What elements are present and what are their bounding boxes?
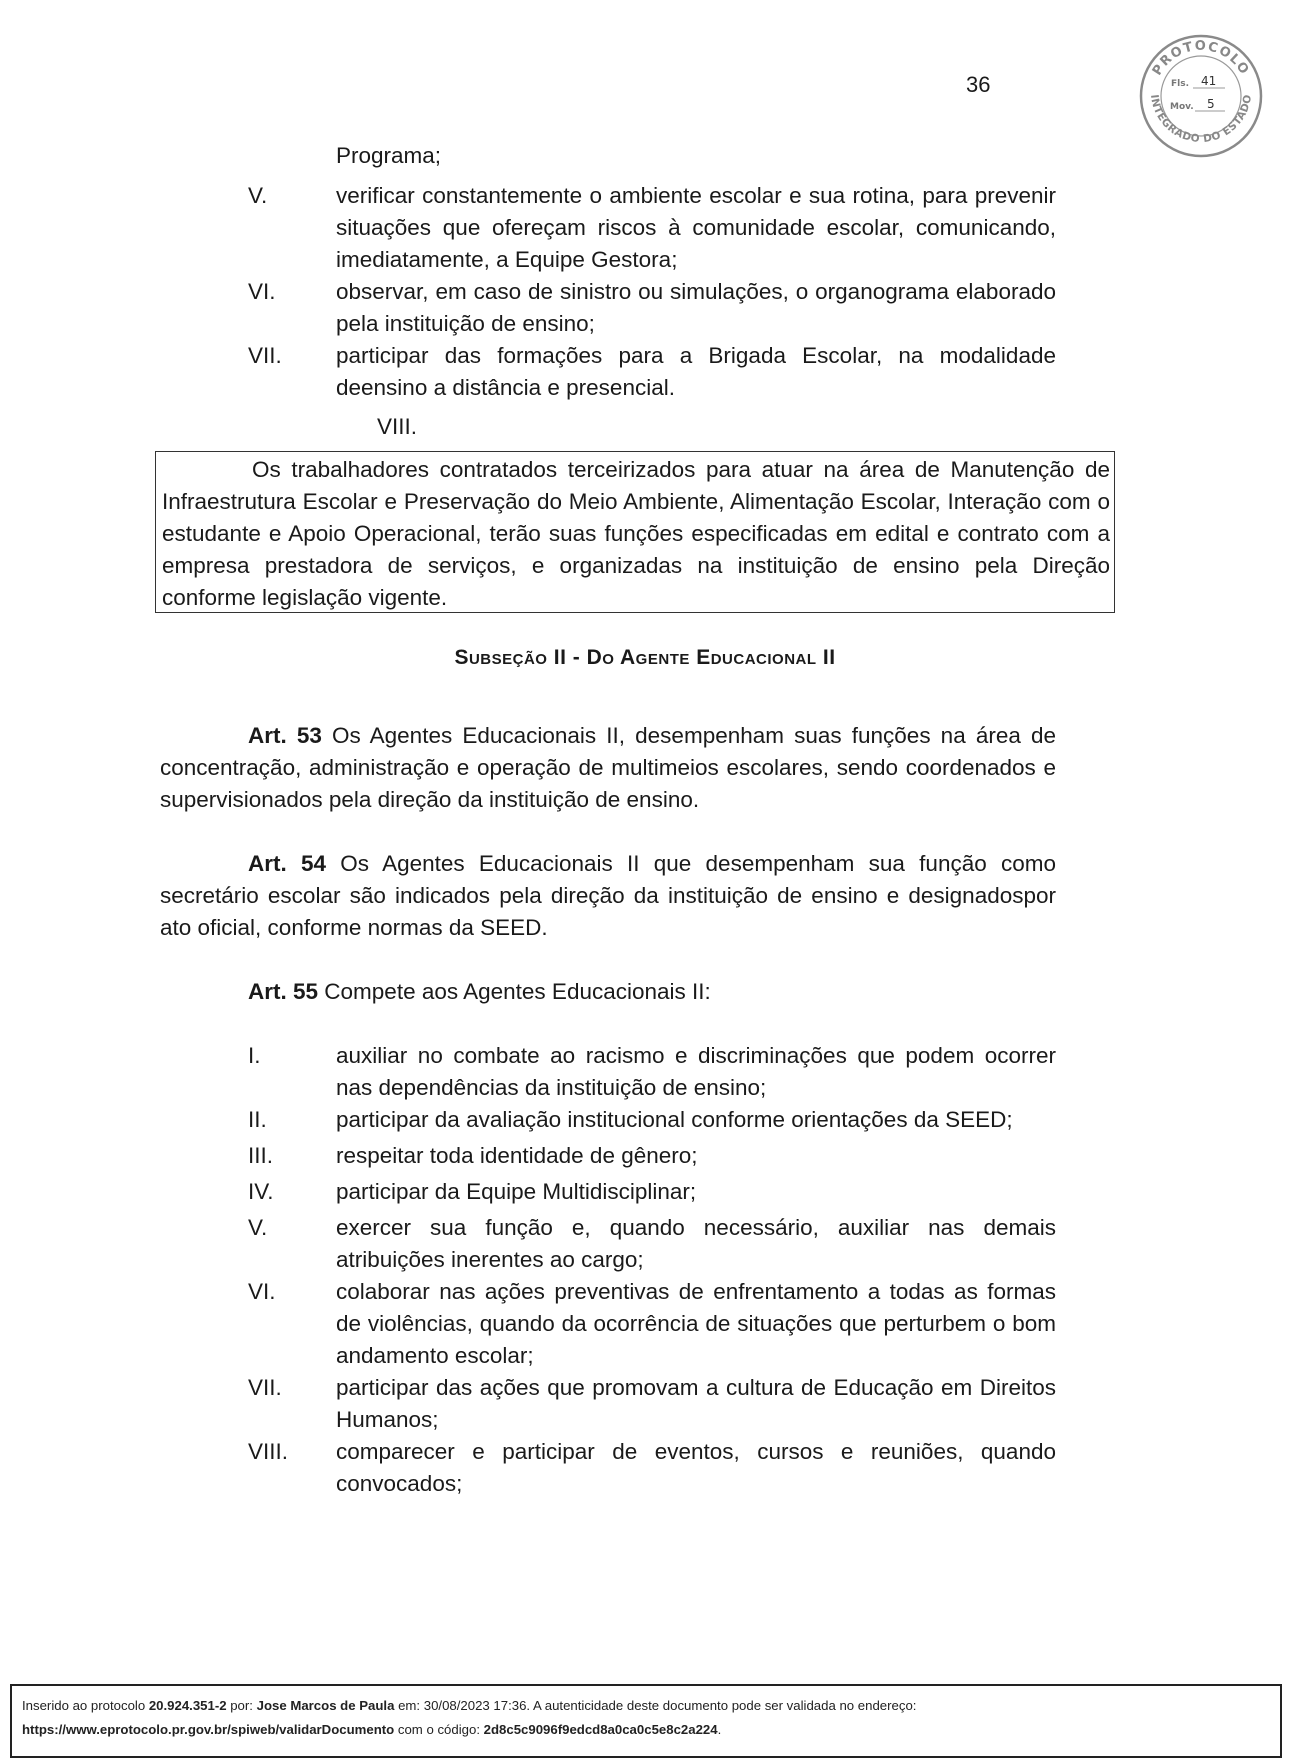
svg-text:INTEGRADO DO ESTADO: [1148, 94, 1254, 146]
page-number: 36: [966, 72, 991, 97]
list-item-number: VII.: [248, 343, 282, 368]
list-item-number: V.: [248, 1215, 268, 1240]
article-label: Art. 55: [248, 979, 319, 1004]
list-item-text: participar da avaliação institucional conforme orientações da SEED;: [336, 1107, 1013, 1132]
footer-protocol-number: 20.924.351-2: [148, 1698, 227, 1713]
list-item-text: exercer sua função e, quando necessário, auxiliar nas demais atribuições inerentes ao cargo;: [336, 1215, 1056, 1272]
footer-validation-link[interactable]: https://www.eprotocolo.pr.gov.br/spiweb/validarDocumento: [22, 1722, 395, 1737]
list-item-text: participar das formações para a Brigada Escolar, na modalidade deensino a distância e presencial.: [336, 343, 1056, 400]
list-item-text: verificar constantemente o ambiente escolar e sua rotina, para prevenir situações que ofereçam riscos à comunidade escolar, comunicando, imediatamente, a Equipe Gestora;: [336, 183, 1056, 272]
list-item: [248, 1372, 1056, 1436]
list-item-text: participar das ações que promovam a cultura de Educação em Direitos Humanos;: [336, 1375, 1056, 1432]
footer-text: por:: [226, 1698, 257, 1713]
list-item-number: V.: [248, 183, 268, 208]
footer-text: .: [717, 1722, 722, 1737]
list-item-text: comparecer e participar de eventos, cursos e reuniões, quando convocados;: [336, 1439, 1056, 1496]
footer-text: Inserido ao protocolo: [22, 1698, 149, 1713]
article-text: Os Agentes Educacionais II, desempenham suas funções na área de concentração, administração e operação de multimeios escolares, sendo coordenados e supervisionados pela direção da instituição de ensino.: [160, 723, 1057, 812]
stamp-fls-value: 41: [1201, 74, 1217, 88]
svg-text:PROTOCOLO: [1150, 39, 1252, 78]
list-item-number: IV.: [248, 1179, 274, 1204]
stamp-fls-label: Fls.: [1171, 79, 1190, 89]
stamp-bottom-text: INTEGRADO DO ESTADO: [1148, 93, 1255, 146]
list-item: [248, 276, 1056, 340]
list-item-text: respeitar toda identidade de gênero;: [336, 1143, 698, 1168]
footer-author: Jose Marcos de Paula: [256, 1698, 395, 1713]
stamp-top-text: PROTOCOLO: [1149, 38, 1253, 79]
list-item: [248, 340, 1056, 404]
article-label: Art. 54: [248, 851, 327, 876]
boxed-paragraph: [155, 451, 1115, 613]
list-item-text: participar da Equipe Multidisciplinar;: [336, 1179, 697, 1204]
list-item: [248, 1436, 1056, 1500]
list-item-number: VI.: [248, 279, 276, 304]
article-53: [160, 720, 1056, 816]
list-item-text: observar, em caso de sinistro ou simulações, o organograma elaborado pela instituição de ensino;: [336, 279, 1056, 336]
authenticity-footer: [10, 1684, 1282, 1758]
list-item: [248, 1104, 1056, 1136]
list-continuation: Programa;: [336, 143, 442, 168]
list-item-number: VIII.: [248, 1439, 289, 1464]
list-trailing-number: VIII.: [377, 414, 418, 439]
list-item: [248, 180, 1056, 276]
article-label: Art. 53: [248, 723, 322, 748]
list-item-number: VII.: [248, 1375, 282, 1400]
list-item: [248, 1276, 1056, 1372]
list-item: [248, 1040, 1056, 1104]
article-text: Compete aos Agentes Educacionais II:: [318, 979, 711, 1004]
top-list: [248, 180, 1056, 404]
boxed-paragraph-text: Os trabalhadores contratados terceirizados para atuar na área de Manutenção de Infraestrutura Escolar e Preservação do Meio Ambiente, Alimentação Escolar, Interação com o estudante e Apoio Operacional, terão suas funções especificadas em edital e contrato com a empresa prestadora de serviços, e organizadas na instituição de ensino pela Direção conforme legislação vigente.: [162, 457, 1110, 610]
subsection-title: Subseção II - Do Agente Educacional II: [454, 646, 836, 669]
art55-list: [248, 1040, 1056, 1500]
list-item: [248, 1212, 1056, 1276]
list-item-number: III.: [248, 1143, 274, 1168]
stamp-mov-label: Mov.: [1170, 102, 1194, 112]
footer-text: com o código:: [394, 1722, 484, 1737]
list-item: [248, 1140, 1056, 1172]
list-item-text: colaborar nas ações preventivas de enfrentamento a todas as formas de violências, quando da ocorrência de situações que perturbem o bom andamento escolar;: [336, 1279, 1056, 1368]
article-54: [160, 848, 1056, 944]
protocol-stamp-icon: [1137, 32, 1265, 160]
stamp-mov-value: 5: [1207, 97, 1215, 111]
list-item-number: I.: [248, 1043, 261, 1068]
list-item-number: VI.: [248, 1279, 276, 1304]
footer-line-2: [22, 1718, 1270, 1742]
footer-line-1: [22, 1694, 1270, 1718]
list-item-number: II.: [248, 1107, 267, 1132]
article-text: Os Agentes Educacionais II que desempenham sua função como secretário escolar são indicados pela direção da instituição de ensino e designadospor ato oficial, conforme normas da SEED.: [160, 851, 1057, 940]
footer-text: em: 30/08/2023 17:36. A autenticidade deste documento pode ser validada no endereço:: [394, 1698, 917, 1713]
footer-validation-code: 2d8c5c9096f9edcd8a0ca0c5e8c2a224: [483, 1722, 718, 1737]
article-55: [160, 976, 1056, 1008]
list-item: [248, 1176, 1056, 1208]
list-item-text: auxiliar no combate ao racismo e discriminações que podem ocorrer nas dependências da instituição de ensino;: [336, 1043, 1056, 1100]
protocol-stamp: [1137, 32, 1265, 160]
